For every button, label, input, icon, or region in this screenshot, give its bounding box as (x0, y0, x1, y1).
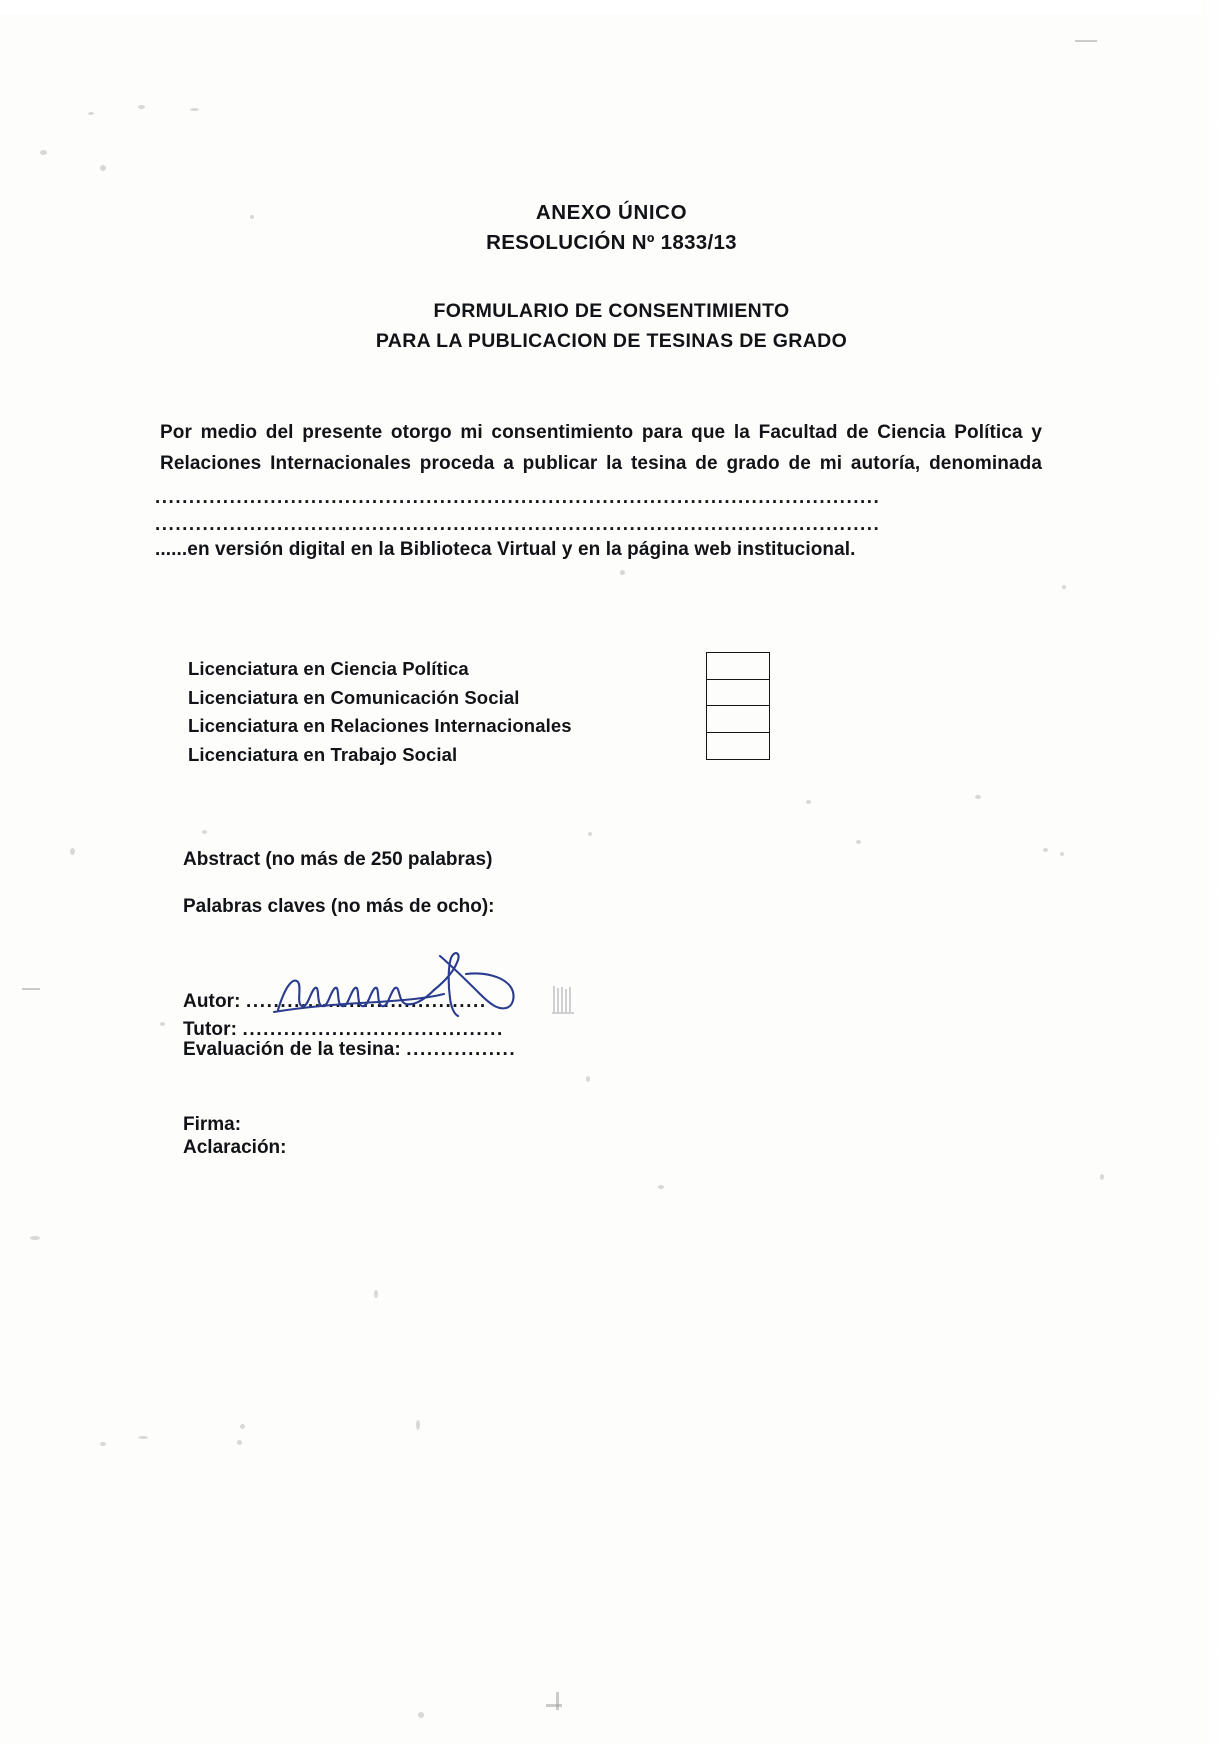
tutor-label: Tutor: (183, 1019, 238, 1040)
scan-tick (22, 988, 40, 990)
scan-speck (1062, 585, 1066, 589)
degree-option-relaciones-internacionales: Licenciatura en Relaciones Internacionales (188, 715, 572, 736)
degree-checkbox-comunicacion-social[interactable] (707, 680, 769, 707)
scan-speck (1100, 1174, 1104, 1180)
scan-tick (1075, 40, 1097, 42)
scan-speck (620, 570, 625, 575)
keywords-label: Palabras claves (no más de ocho): (183, 896, 495, 917)
fill-in-dotted-line-2[interactable]: ........................................................................................................... (155, 514, 881, 535)
scan-speck (190, 108, 199, 111)
scan-speck (856, 840, 861, 844)
degree-option-ciencia-politica: Licenciatura en Ciencia Política (188, 658, 469, 679)
document-subheader (0, 296, 1223, 356)
scan-speck (1060, 852, 1064, 856)
author-label: Autor: (183, 991, 241, 1012)
fill-in-dotted-line-1[interactable]: ........................................................................................................... (155, 487, 881, 508)
degree-option-comunicacion-social: Licenciatura en Comunicación Social (188, 686, 520, 708)
signature-label: Firma: (183, 1114, 242, 1135)
signature-smudge-icon (548, 982, 578, 1018)
scan-speck (100, 165, 106, 171)
scan-edge-top (0, 0, 1223, 14)
scan-speck (88, 112, 94, 115)
degree-checkbox-grid (706, 652, 770, 760)
scan-speck (975, 795, 981, 799)
document-header (0, 198, 1223, 258)
scan-speck (30, 1236, 40, 1240)
scan-speck (70, 848, 75, 855)
abstract-label: Abstract (no más de 250 palabras) (183, 849, 493, 870)
scan-speck (100, 1442, 106, 1446)
scan-speck (240, 1424, 245, 1429)
author-dotted-blank[interactable]: ................................... (245, 991, 487, 1012)
degree-option-trabajo-social: Licenciatura en Trabajo Social (188, 743, 458, 765)
scan-tick (546, 1704, 562, 1707)
scan-edge-right (1201, 0, 1223, 1744)
scan-speck (418, 1712, 424, 1718)
scan-speck (160, 1022, 165, 1026)
header-line-resolucion: RESOLUCIÓN Nº 1833/13 (486, 231, 737, 254)
scan-speck (40, 150, 47, 155)
evaluation-dotted-blank[interactable]: ................ (406, 1039, 517, 1060)
scan-speck (138, 105, 145, 109)
degree-options-list (188, 655, 572, 769)
scan-tick (556, 1692, 559, 1710)
scan-speck (202, 830, 207, 834)
scan-speck (806, 800, 811, 804)
consent-closing-line: ......en versión digital en la Biblioteca Virtual y en la página web institucional. (155, 539, 856, 560)
tutor-dotted-blank[interactable]: ...................................... (242, 1019, 504, 1040)
scan-speck (416, 1420, 420, 1430)
subheader-line-formulario: FORMULARIO DE CONSENTIMIENTO (433, 300, 790, 322)
scan-speck (586, 1076, 590, 1082)
degree-checkbox-ciencia-politica[interactable] (707, 653, 769, 680)
scan-speck (237, 1440, 242, 1445)
header-line-anexo: ANEXO ÚNICO (535, 201, 688, 224)
author-field (183, 991, 487, 1013)
consent-paragraph: Por medio del presente otorgo mi consentimiento para que la Facultad de Ciencia Política y Relaciones Internacionales proceda a publicar la tesina de grado de mi autoría, denominada (160, 422, 1042, 474)
scan-speck (658, 1185, 664, 1189)
evaluation-label: Evaluación de la tesina: (183, 1039, 401, 1060)
degree-checkbox-trabajo-social[interactable] (707, 733, 769, 760)
scan-speck (138, 1436, 148, 1439)
subheader-line-publicacion: PARA LA PUBLICACION DE TESINAS DE GRADO (375, 330, 848, 352)
evaluation-field (183, 1039, 516, 1061)
degree-checkbox-relaciones-internacionales[interactable] (707, 706, 769, 733)
scan-speck (374, 1290, 378, 1298)
scan-speck (1043, 848, 1048, 852)
clarification-label: Aclaración: (183, 1137, 287, 1158)
tutor-field (183, 1019, 504, 1041)
scan-speck (588, 832, 592, 836)
